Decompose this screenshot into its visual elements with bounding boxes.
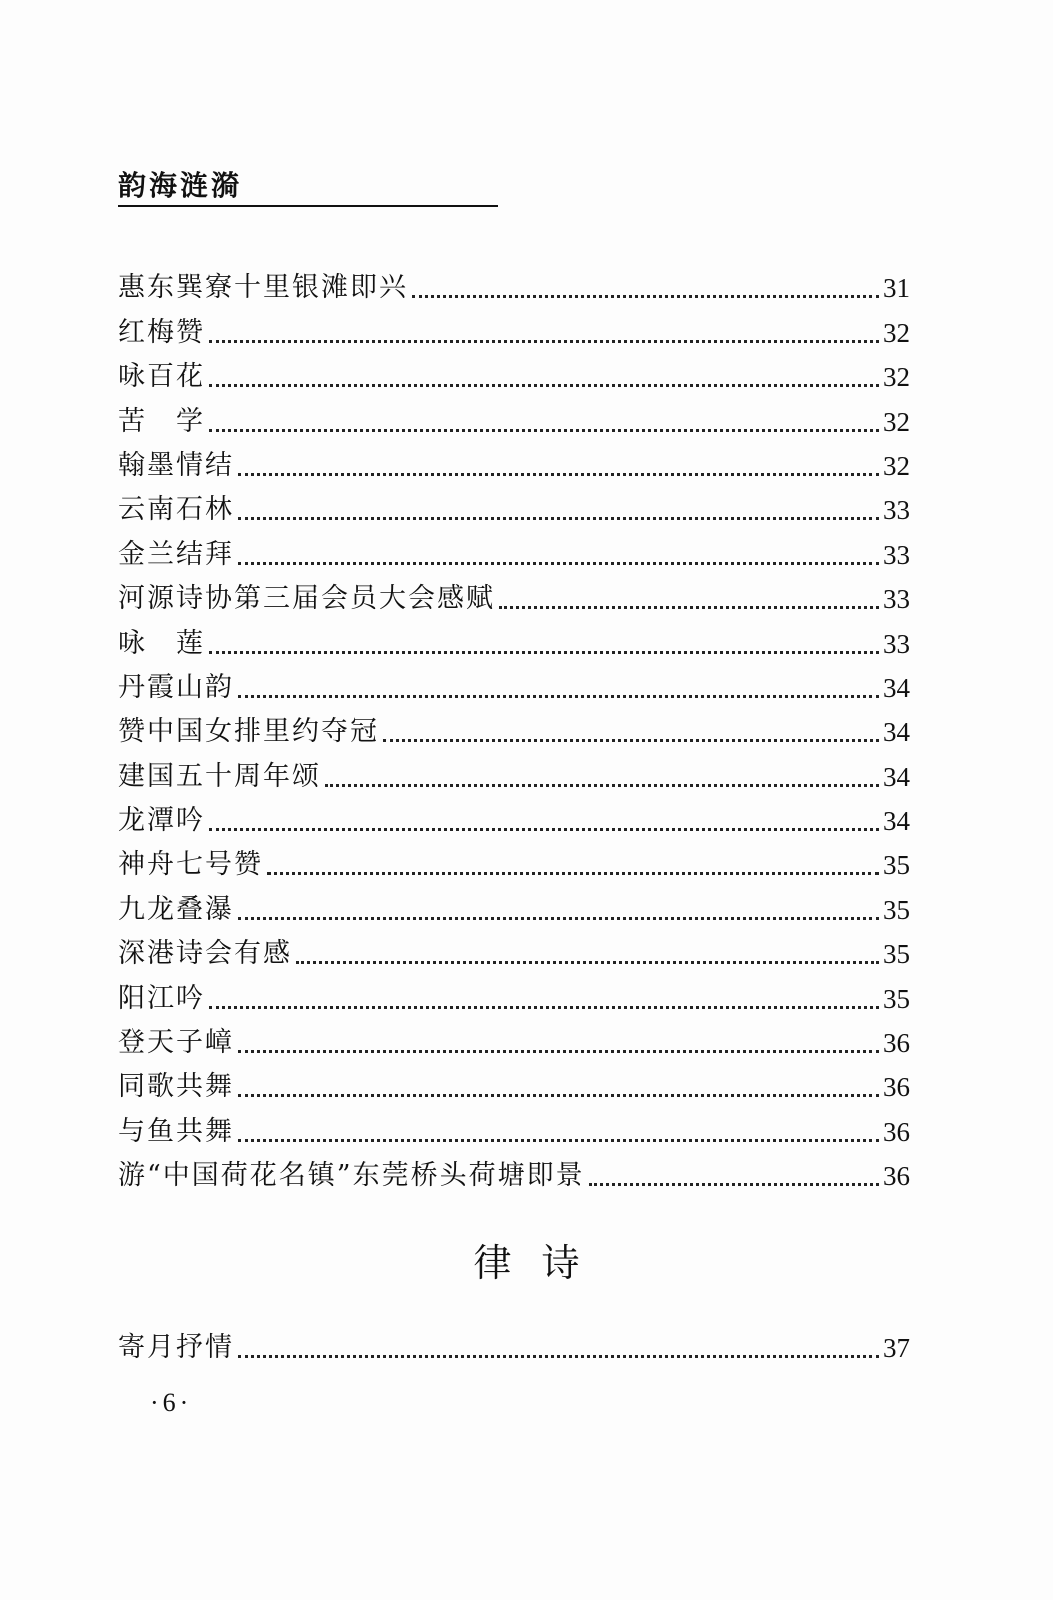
toc-entry: [118, 266, 910, 310]
toc-entry-page: 36: [883, 1161, 910, 1192]
toc-entry: [118, 887, 910, 931]
toc-leader-dots: [209, 384, 879, 387]
toc-entry: [118, 754, 910, 798]
toc-entry: [118, 399, 910, 443]
toc-entry: [118, 932, 910, 976]
toc-entry-title: 咏 莲: [118, 627, 205, 659]
toc-leader-dots: [209, 651, 879, 654]
toc-entry-title: 惠东巽寮十里银滩即兴: [118, 272, 408, 304]
toc-entry-title: 同歌共舞: [118, 1071, 234, 1103]
toc-leader-dots: [209, 429, 879, 432]
toc-entry: [118, 488, 910, 532]
toc-entry-title: 与鱼共舞: [118, 1115, 234, 1147]
toc-entry-title: 游“中国荷花名镇”东莞桥头荷塘即景: [118, 1160, 585, 1192]
toc-leader-dots: [209, 1006, 879, 1009]
toc-entry-page: 31: [883, 273, 910, 304]
toc-leader-dots: [238, 473, 879, 476]
toc-entry-title: 咏百花: [118, 361, 205, 393]
toc-leader-dots: [238, 695, 879, 698]
toc-entry-page: 33: [883, 628, 910, 659]
toc-entry: [118, 1326, 910, 1370]
toc-entry: [118, 444, 910, 488]
toc-leader-dots: [238, 1094, 879, 1097]
table-of-contents: [118, 266, 910, 1198]
toc-entry-page: 34: [883, 717, 910, 748]
toc-leader-dots: [383, 739, 879, 742]
toc-entry-title: 苦 学: [118, 405, 205, 437]
toc-entry-title: 翰墨情结: [118, 449, 234, 481]
toc-leader-dots: [209, 340, 879, 343]
toc-entry-title: 丹霞山韵: [118, 671, 234, 703]
toc-entry-page: 34: [883, 672, 910, 703]
toc-entry-page: 36: [883, 1028, 910, 1059]
toc-leader-dots: [296, 961, 879, 964]
toc-entry-page: 35: [883, 939, 910, 970]
toc-leader-dots: [238, 1355, 879, 1358]
toc-entry-page: 32: [883, 317, 910, 348]
running-header-title: 韵海涟漪: [118, 169, 243, 202]
toc-entry-title: 寄月抒情: [118, 1332, 234, 1364]
toc-entry-page: 36: [883, 1116, 910, 1147]
toc-leader-dots: [238, 1050, 879, 1053]
toc-entry-page: 33: [883, 539, 910, 570]
toc-entry: [118, 710, 910, 754]
toc-entry-title: 金兰结拜: [118, 538, 234, 570]
toc-entry-page: 36: [883, 1072, 910, 1103]
toc-entry: [118, 666, 910, 710]
toc-leader-dots: [238, 1139, 879, 1142]
toc-entry-page: 34: [883, 761, 910, 792]
toc-entry-title: 河源诗协第三届会员大会感赋: [118, 583, 495, 615]
section-toc: [118, 1326, 910, 1370]
toc-leader-dots: [325, 784, 879, 787]
toc-entry: [118, 310, 910, 354]
toc-leader-dots: [412, 295, 879, 298]
toc-entry-title: 深港诗会有感: [118, 938, 292, 970]
toc-entry-title: 赞中国女排里约夺冠: [118, 716, 379, 748]
toc-leader-dots: [238, 917, 879, 920]
toc-entry-title: 红梅赞: [118, 316, 205, 348]
toc-entry: [118, 532, 910, 576]
toc-entry: [118, 1065, 910, 1109]
toc-entry: [118, 799, 910, 843]
toc-entry-page: 35: [883, 850, 910, 881]
toc-entry-page: 34: [883, 806, 910, 837]
toc-entry-title: 阳江吟: [118, 982, 205, 1014]
toc-entry-title: 建国五十周年颂: [118, 760, 321, 792]
toc-entry: [118, 577, 910, 621]
toc-leader-dots: [589, 1183, 879, 1186]
toc-entry-title: 云南石林: [118, 494, 234, 526]
toc-entry-title: 神舟七号赞: [118, 849, 263, 881]
toc-entry: [118, 1021, 910, 1065]
toc-entry-page: 33: [883, 584, 910, 615]
toc-leader-dots: [238, 562, 879, 565]
toc-entry: [118, 843, 910, 887]
toc-entry-title: 九龙叠瀑: [118, 893, 234, 925]
toc-entry-title: 登天子嶂: [118, 1027, 234, 1059]
toc-entry: [118, 1109, 910, 1153]
toc-leader-dots: [209, 828, 879, 831]
toc-entry-page: 37: [883, 1333, 910, 1364]
toc-entry-page: 32: [883, 406, 910, 437]
toc-entry-page: 33: [883, 495, 910, 526]
toc-entry: [118, 621, 910, 665]
toc-entry-page: 32: [883, 362, 910, 393]
section-heading: 律诗: [473, 1241, 610, 1285]
toc-entry-page: 35: [883, 983, 910, 1014]
toc-leader-dots: [499, 606, 879, 609]
page-number: ·6·: [150, 1388, 193, 1417]
toc-entry: [118, 976, 910, 1020]
toc-entry-page: 32: [883, 450, 910, 481]
toc-leader-dots: [238, 517, 879, 520]
toc-entry: [118, 355, 910, 399]
toc-leader-dots: [267, 872, 879, 875]
toc-entry-title: 龙潭吟: [118, 805, 205, 837]
toc-entry: [118, 1154, 910, 1198]
header-rule: [118, 205, 498, 207]
toc-entry-page: 35: [883, 894, 910, 925]
